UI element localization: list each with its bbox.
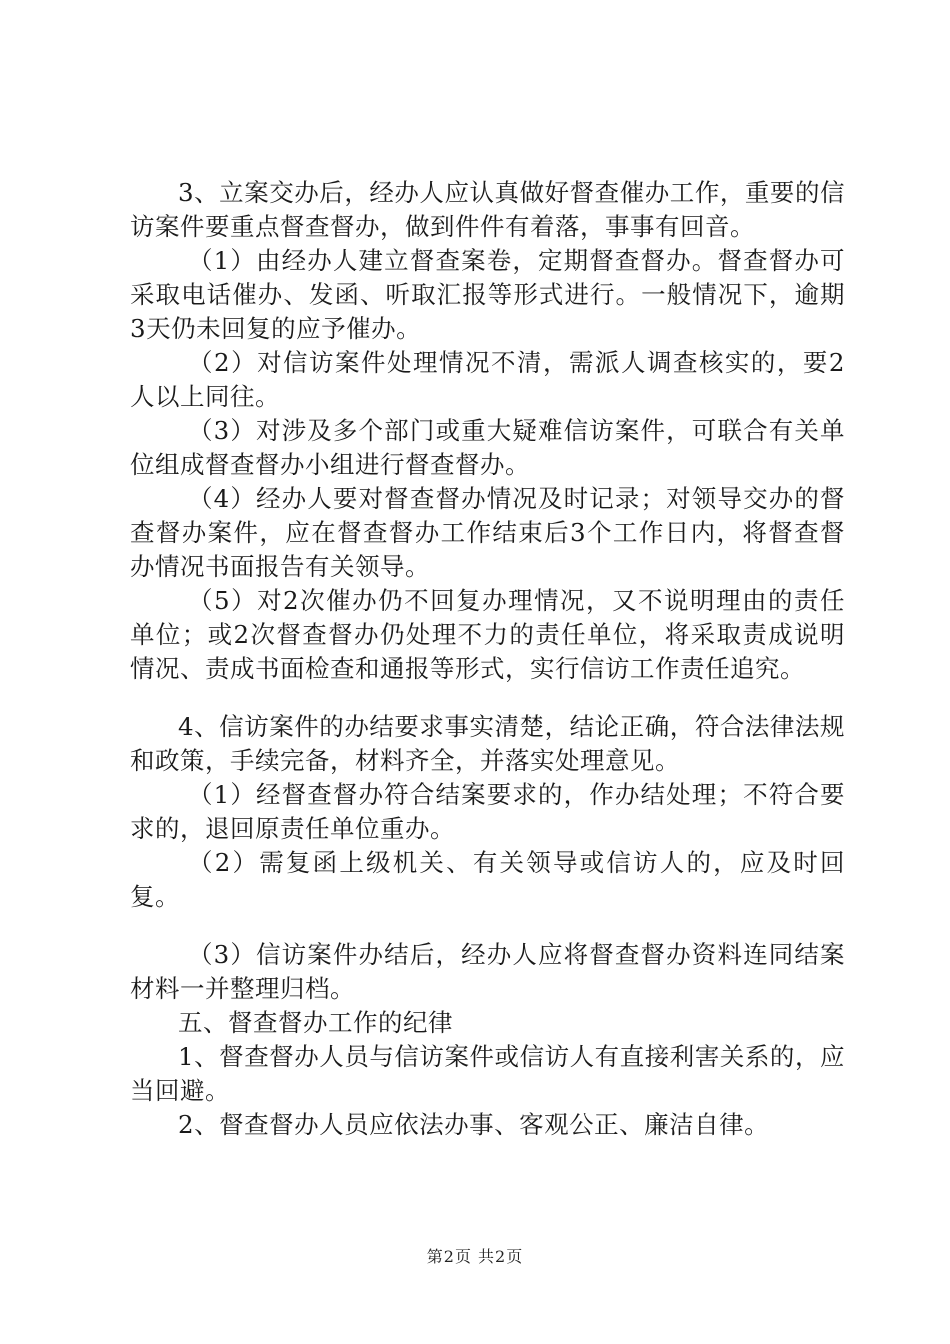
paragraph: 2、督查督办人员应依法办事、客观公正、廉洁自律。 [178, 1110, 770, 1139]
paragraph: （3）信访案件办结后，经办人应将督查督办资料连同结案材料一并整理归档。 [130, 940, 845, 1003]
paragraph: 五、督查督办工作的纪律 [178, 1008, 453, 1037]
document-body [130, 176, 845, 1142]
paragraph: （1）经督查督办符合结案要求的，作办结处理；不符合要求的，退回原责任单位重办。 [130, 780, 845, 843]
paragraph: （4）经办人要对督查督办情况及时记录；对领导交办的督查督办案件，应在督查督办工作结束后3个工作日内，将督查督办情况书面报告有关领导。 [130, 484, 845, 581]
paragraph: 3、立案交办后，经办人应认真做好督查催办工作，重要的信访案件要重点督查督办，做到件件有着落，事事有回音。 [130, 178, 845, 241]
paragraph: 4、信访案件的办结要求事实清楚，结论正确，符合法律法规和政策，手续完备，材料齐全，并落实处理意见。 [130, 712, 845, 775]
paragraph: （1）由经办人建立督查案卷，定期督查督办。督查督办可采取电话催办、发函、听取汇报等形式进行。一般情况下，逾期3天仍未回复的应予催办。 [130, 246, 845, 343]
paragraph: （3）对涉及多个部门或重大疑难信访案件，可联合有关单位组成督查督办小组进行督查督办。 [130, 416, 845, 479]
paragraph: （2）需复函上级机关、有关领导或信访人的，应及时回复。 [130, 848, 845, 911]
paragraph: 1、督查督办人员与信访案件或信访人有直接利害关系的，应当回避。 [130, 1042, 845, 1105]
paragraph: （5）对2次催办仍不回复办理情况，又不说明理由的责任单位；或2次督查督办仍处理不力的责任单位，将采取责成说明情况、责成书面检查和通报等形式，实行信访工作责任追究。 [130, 586, 845, 683]
paragraph: （2）对信访案件处理情况不清，需派人调查核实的，要2人以上同往。 [130, 348, 845, 411]
page-footer: 第2页 共2页 [426, 1247, 524, 1266]
